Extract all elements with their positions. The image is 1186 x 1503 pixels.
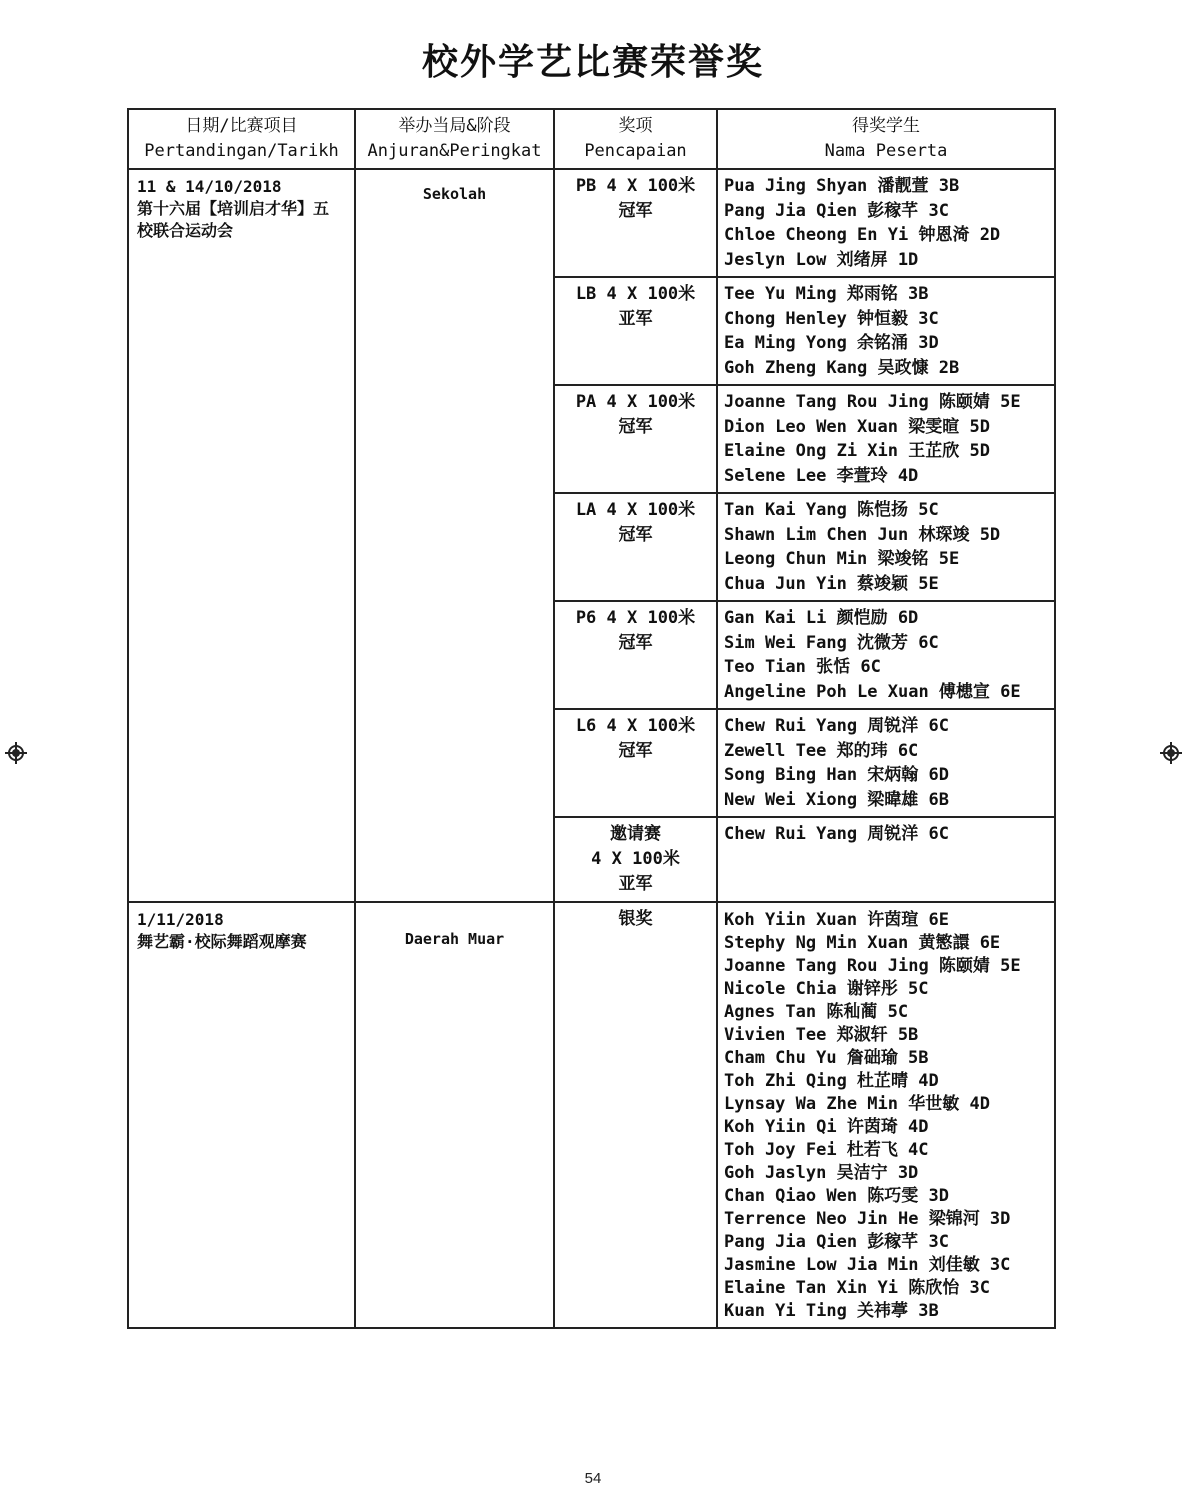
header-date-ms: Pertandingan/Tarikh bbox=[144, 141, 339, 161]
organizer-cell bbox=[355, 169, 554, 902]
student-name: Terrence Neo Jin He 梁锦河 3D bbox=[724, 1209, 1011, 1229]
student-name: Chua Jun Yin 蔡竣颖 5E bbox=[724, 573, 939, 594]
award-label: 亚军 bbox=[618, 874, 653, 894]
award-cell bbox=[554, 709, 717, 817]
award-label: 4 X 100米 bbox=[591, 849, 680, 869]
header-row bbox=[128, 109, 1055, 169]
award-label: L6 4 X 100米 bbox=[575, 716, 696, 736]
event-date: 1/11/2018 bbox=[137, 910, 224, 929]
student-name: Zewell Tee 郑的玮 6C bbox=[724, 740, 919, 761]
header-org-zh: 举办当局&阶段 bbox=[398, 116, 511, 136]
event-date: 11 & 14/10/2018 bbox=[137, 177, 282, 196]
student-name: Dion Leo Wen Xuan 梁雯暄 5D bbox=[724, 416, 990, 437]
student-name: Chan Qiao Wen 陈巧雯 3D bbox=[724, 1186, 949, 1206]
student-name: Pang Jia Qien 彭稼芊 3C bbox=[724, 200, 949, 221]
student-name: Goh Jaslyn 吴洁宁 3D bbox=[724, 1163, 919, 1183]
page-number: 54 bbox=[584, 1470, 602, 1487]
award-label: P6 4 X 100米 bbox=[575, 608, 696, 628]
students-cell bbox=[717, 601, 1055, 709]
event-cell bbox=[128, 902, 355, 1328]
student-name: Ea Ming Yong 余铭涌 3D bbox=[724, 333, 939, 353]
student-name: Angeline Poh Le Xuan 傅槵宣 6E bbox=[724, 681, 1021, 702]
student-name: Elaine Ong Zi Xin 王芷欣 5D bbox=[724, 441, 990, 461]
award-cell bbox=[554, 601, 717, 709]
student-name: Song Bing Han 宋炳翰 6D bbox=[724, 765, 949, 785]
page-title: 校外学艺比赛荣誉奖 bbox=[421, 42, 764, 83]
student-name: New Wei Xiong 梁暐雄 6B bbox=[724, 789, 949, 810]
award-cell bbox=[554, 902, 717, 1328]
student-name: Tan Kai Yang 陈恺扬 5C bbox=[724, 500, 939, 520]
header-date bbox=[128, 109, 355, 169]
award-label: 冠军 bbox=[618, 201, 653, 221]
award-label: PB 4 X 100米 bbox=[575, 176, 696, 196]
header-award-ms: Pencapaian bbox=[584, 141, 687, 161]
award-label: 银奖 bbox=[618, 909, 653, 929]
award-label: 冠军 bbox=[618, 633, 653, 653]
organizer-name: Daerah Muar bbox=[404, 930, 505, 948]
student-name: Goh Zheng Kang 吴政慷 2B bbox=[724, 357, 960, 378]
students-cell bbox=[717, 385, 1055, 493]
student-name: Gan Kai Li 颜恺励 6D bbox=[724, 608, 919, 628]
event-name: 舞艺霸·校际舞蹈观摩赛 bbox=[137, 932, 307, 951]
header-date-zh: 日期/比赛项目 bbox=[185, 116, 298, 136]
student-name: Koh Yiin Xuan 许茵瑄 6E bbox=[724, 910, 949, 930]
award-cell bbox=[554, 817, 717, 902]
award-label: 亚军 bbox=[618, 309, 653, 329]
award-label: LA 4 X 100米 bbox=[575, 500, 696, 520]
award-cell bbox=[554, 277, 717, 385]
students-cell bbox=[717, 817, 1055, 902]
award-label: 冠军 bbox=[618, 525, 653, 545]
student-name: Cham Chu Yu 詹础瑜 5B bbox=[724, 1048, 929, 1068]
students-cell bbox=[717, 169, 1055, 277]
event-cell bbox=[128, 169, 355, 902]
header-org bbox=[355, 109, 554, 169]
student-name: Kuan Yi Ting 关祎葶 3B bbox=[724, 1301, 939, 1321]
student-name: Joanne Tang Rou Jing 陈颐婧 5E bbox=[724, 956, 1021, 976]
student-name: Pang Jia Qien 彭稼芊 3C bbox=[724, 1232, 949, 1252]
award-cell bbox=[554, 169, 717, 277]
header-students-ms: Nama Peserta bbox=[824, 141, 948, 161]
header-award-zh: 奖项 bbox=[618, 116, 653, 136]
student-name: Teo Tian 张恬 6C bbox=[724, 657, 881, 677]
award-cell bbox=[554, 493, 717, 601]
registration-mark-icon bbox=[5, 742, 27, 764]
event-name: 第十六届【培训启才华】五校联合运动会 bbox=[137, 199, 330, 240]
student-name: Toh Zhi Qing 杜芷晴 4D bbox=[724, 1071, 939, 1091]
header-students bbox=[717, 109, 1055, 169]
registration-mark-icon bbox=[1160, 742, 1182, 764]
student-name: Toh Joy Fei 杜若飞 4C bbox=[724, 1140, 929, 1160]
header-award bbox=[554, 109, 717, 169]
students-cell bbox=[717, 493, 1055, 601]
student-name: Jasmine Low Jia Min 刘佳敏 3C bbox=[724, 1255, 1011, 1275]
student-name: Lynsay Wa Zhe Min 华世敏 4D bbox=[724, 1094, 990, 1114]
students-cell bbox=[717, 902, 1055, 1328]
student-name: Pua Jing Shyan 潘靓萱 3B bbox=[724, 176, 960, 196]
student-name: Chew Rui Yang 周锐洋 6C bbox=[724, 716, 949, 736]
awards-table bbox=[127, 108, 1056, 1329]
student-name: Agnes Tan 陈秈蔺 5C bbox=[724, 1002, 909, 1022]
award-label: 冠军 bbox=[618, 741, 653, 761]
student-name: Shawn Lim Chen Jun 林琛竣 5D bbox=[724, 524, 1001, 545]
award-label: 邀请赛 bbox=[610, 824, 661, 844]
organizer-name: Sekolah bbox=[422, 185, 487, 203]
award-label: LB 4 X 100米 bbox=[575, 284, 696, 304]
student-name: Chew Rui Yang 周锐洋 6C bbox=[724, 824, 949, 844]
organizer-cell bbox=[355, 902, 554, 1328]
student-name: Chong Henley 钟恒毅 3C bbox=[724, 308, 939, 329]
student-name: Koh Yiin Qi 许茵琦 4D bbox=[724, 1117, 929, 1137]
award-label: PA 4 X 100米 bbox=[575, 392, 696, 412]
student-name: Nicole Chia 谢锌彤 5C bbox=[724, 979, 929, 999]
header-students-zh: 得奖学生 bbox=[852, 116, 920, 136]
student-name: Stephy Ng Min Xuan 黄慜譞 6E bbox=[724, 933, 1001, 953]
student-name: Joanne Tang Rou Jing 陈颐婧 5E bbox=[724, 392, 1021, 412]
student-name: Tee Yu Ming 郑雨铭 3B bbox=[724, 284, 929, 304]
students-cell bbox=[717, 709, 1055, 817]
student-name: Elaine Tan Xin Yi 陈欣怡 3C bbox=[724, 1278, 990, 1298]
student-name: Sim Wei Fang 沈微芳 6C bbox=[724, 632, 939, 653]
student-name: Leong Chun Min 梁竣铭 5E bbox=[724, 549, 960, 569]
award-cell bbox=[554, 385, 717, 493]
student-name: Selene Lee 李萱玲 4D bbox=[724, 465, 919, 486]
student-name: Vivien Tee 郑淑轩 5B bbox=[724, 1025, 919, 1045]
table-row bbox=[128, 902, 1055, 1328]
student-name: Jeslyn Low 刘绪屏 1D bbox=[724, 249, 919, 270]
award-label: 冠军 bbox=[618, 417, 653, 437]
header-org-ms: Anjuran&Peringkat bbox=[367, 141, 542, 161]
table-row bbox=[128, 169, 1055, 277]
students-cell bbox=[717, 277, 1055, 385]
student-name: Chloe Cheong En Yi 钟恩渏 2D bbox=[724, 225, 1001, 245]
